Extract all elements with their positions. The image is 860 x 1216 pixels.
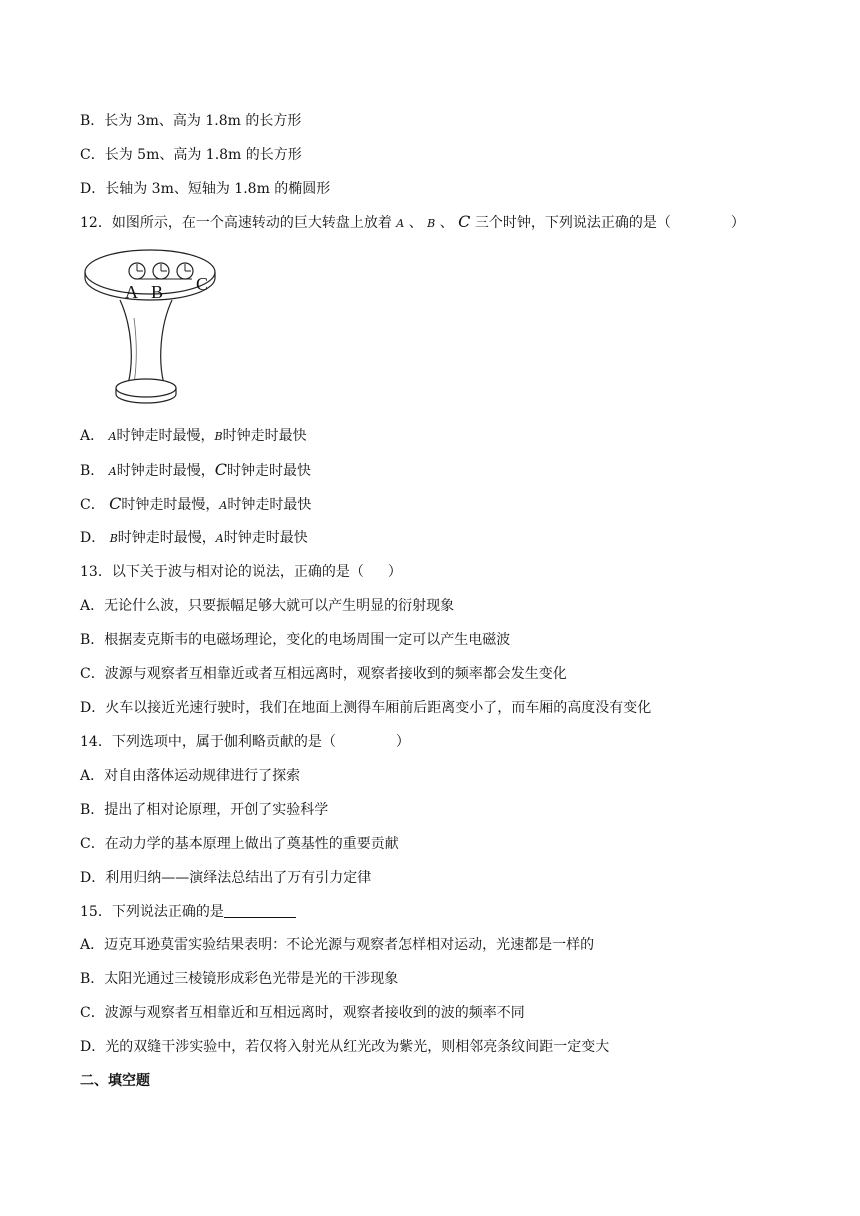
q12-option-c-text2: 时钟走时最快	[227, 497, 312, 513]
figure-label-b: B	[151, 282, 164, 302]
q14-option-c: C．在动力学的基本原理上做出了奠基性的重要贡献	[80, 836, 399, 852]
q15-option-a: A．迈克耳逊莫雷实验结果表明：不论光源与观察者怎样相对运动，光速都是一样的	[80, 937, 595, 953]
stand-left	[120, 300, 131, 384]
q12-option-d-var2: A	[215, 532, 224, 545]
q12-option-a-var1: A	[108, 430, 117, 443]
q12-label-c: C	[458, 212, 471, 231]
q15-stem-text: 15．下列说法正确的是	[80, 904, 224, 920]
q14-option-b: B．提出了相对论原理，开创了实验科学	[80, 802, 329, 818]
q12-option-d	[80, 528, 308, 549]
q12-option-b-text2: 时钟走时最快	[226, 463, 311, 479]
q13-stem-text: 13．以下关于波与相对论的说法，正确的是（	[80, 564, 364, 580]
stand-right	[161, 300, 172, 384]
section-2-title: 二、填空题	[80, 1073, 150, 1089]
q12-option-a-text2: 时钟走时最快	[222, 428, 307, 444]
q13-option-a: A．无论什么波，只要振幅足够大就可以产生明显的衍射现象	[80, 598, 455, 614]
q13-stem-end: ）	[387, 564, 402, 580]
q15-answer-blank[interactable]	[224, 903, 296, 918]
option-prev-c: C．长为 5m、高为 1.8m 的长方形	[80, 147, 302, 163]
q12-option-a-prefix: A．	[80, 428, 105, 444]
q13-option-d: D．火车以接近光速行驶时，我们在地面上测得车厢前后距离变小了，而车厢的高度没有变化	[80, 700, 652, 716]
q12-stem-pre: 12．如图所示，在一个高速转动的巨大转盘上放着	[80, 215, 392, 231]
q14-option-a: A．对自由落体运动规律进行了探索	[80, 768, 301, 784]
q12-option-b	[80, 460, 311, 482]
q12-option-b-text1: 时钟走时最慢，	[116, 463, 215, 479]
stand-base	[116, 379, 176, 397]
q12-option-b-prefix: B．	[80, 463, 105, 479]
stand-shade	[134, 318, 136, 384]
q12-option-b-var2: C	[214, 460, 227, 479]
figure-label-c: C	[196, 274, 209, 294]
q14-stem-text: 14．下列选项中，属于伽利略贡献的是（	[80, 734, 336, 750]
q12-label-a: A	[396, 217, 405, 230]
q12-option-c-var2: A	[219, 499, 228, 512]
figure-label-a: A	[125, 282, 138, 302]
q12-stem-post: 三个时钟，下列说法正确的是（	[474, 215, 671, 231]
q12-label-b: B	[427, 217, 436, 230]
q15-option-b: B．太阳光通过三棱镜形成彩色光带是光的干涉现象	[80, 971, 399, 987]
q13-option-c: C．波源与观察者互相靠近或者互相远离时，观察者接收到的频率都会发生变化	[80, 666, 567, 682]
option-prev-b: B．长为 3m、高为 1.8m 的长方形	[80, 113, 302, 129]
q12-stem-end: ）	[730, 215, 745, 231]
q12-option-d-text2: 时钟走时最快	[223, 530, 308, 546]
q12-option-a-text1: 时钟走时最慢，	[116, 428, 215, 444]
q12-sep1: 、	[408, 215, 423, 231]
q15-option-c: C．波源与观察者互相靠近和互相远离时，观察者接收到的波的频率不同	[80, 1005, 525, 1021]
q12-option-c-var1: C	[109, 494, 122, 513]
q12-option-c-prefix: C．	[80, 497, 105, 513]
q14-option-d: D．利用归纳——演绎法总结出了万有引力定律	[80, 870, 372, 886]
turntable-figure	[80, 246, 220, 414]
q14-stem-end: ）	[395, 734, 410, 750]
q15-option-d: D．光的双缝干涉实验中，若仅将入射光从红光改为紫光，则相邻亮条纹间距一定变大	[80, 1039, 610, 1055]
q13-option-b: B．根据麦克斯韦的电磁场理论，变化的电场周围一定可以产生电磁波	[80, 632, 511, 648]
q12-option-c-text1: 时钟走时最慢，	[121, 497, 220, 513]
option-prev-d: D．长轴为 3m、短轴为 1.8m 的椭圆形	[80, 181, 331, 197]
q12-option-d-prefix: D．	[80, 530, 106, 546]
q12-option-a	[80, 426, 307, 447]
q12-option-c	[80, 494, 311, 516]
q12-option-a-var2: B	[214, 430, 223, 443]
q12-sep2: 、	[439, 215, 454, 231]
q15-stem	[80, 902, 296, 922]
q12-option-d-var1: B	[109, 532, 118, 545]
q12-stem	[80, 212, 745, 234]
q13-stem	[80, 562, 402, 582]
q12-option-d-text1: 时钟走时最慢，	[117, 530, 216, 546]
q14-stem	[80, 732, 410, 752]
q12-option-b-var1: A	[108, 465, 117, 478]
